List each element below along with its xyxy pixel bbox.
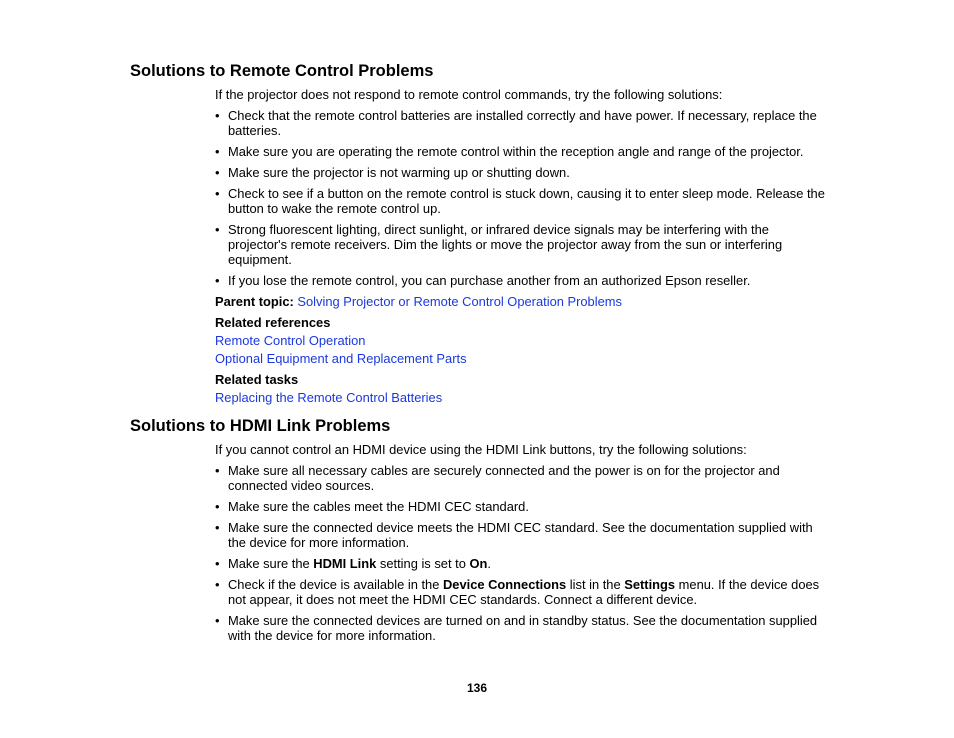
text-run: Make sure the [228,556,314,571]
remote-section-body [215,87,825,411]
section-title-remote-control: Solutions to Remote Control Problems [130,62,434,80]
setting-name-hdmi-link: HDMI Link [313,556,377,571]
list-item: • Make sure the cables meet the HDMI CEC standard. [215,499,825,514]
list-item: • Make sure the projector is not warming up or shutting down. [215,165,825,180]
page-number: 136 [466,681,488,695]
hdmi-bullet-list [215,463,825,643]
link-optional-equipment[interactable]: Optional Equipment and Replacement Parts [215,351,467,366]
list-item: • Make sure you are operating the remote control within the reception angle and range of the projector. [215,144,825,159]
related-references-list [215,333,825,366]
list-item: • Make sure the connected devices are turned on and in standby status. See the documentation supplied with the device for more information. [215,613,825,643]
list-item: • If you lose the remote control, you can purchase another from an authorized Epson reseller. [215,273,825,288]
text-run: list in the [566,577,625,592]
parent-topic-link[interactable]: Solving Projector or Remote Control Operation Problems [297,294,622,309]
list-item: • Make sure the connected device meets the HDMI CEC standard. See the documentation supplied with the device for more information. [215,520,825,550]
list-item: • Check to see if a button on the remote control is stuck down, causing it to enter sleep mode. Release the button to wake the remote control up. [215,186,825,216]
list-item: • Check that the remote control batteries are installed correctly and have power. If necessary, replace the batteries. [215,108,825,138]
text-run: setting is set to [376,556,470,571]
list-item [215,556,825,571]
list-item: • Make sure all necessary cables are securely connected and the power is on for the projector and connected video sources. [215,463,825,493]
setting-value-on: On [469,556,488,571]
text-run: menu. If the device does not appear, it does not meet the HDMI CEC standards. Connect a different device. [228,577,820,607]
remote-intro: If the projector does not respond to remote control commands, try the following solutions: [215,87,723,102]
remote-bullet-list [215,108,825,288]
related-tasks-heading: Related tasks [215,372,299,387]
parent-topic [215,294,825,309]
related-tasks-list [215,390,825,405]
hdmi-intro: If you cannot control an HDMI device using the HDMI Link buttons, try the following solutions: [215,442,747,457]
menu-name-settings: Settings [624,577,676,592]
list-item [215,577,825,607]
list-item: • Strong fluorescent lighting, direct sunlight, or infrared device signals may be interfering with the projector's remote receivers. Dim the lights or move the projector away from the sun or interfering equipment. [215,222,825,267]
menu-name-device-connections: Device Connections [442,577,567,592]
parent-topic-label: Parent topic: [215,294,294,309]
section-title-hdmi-link: Solutions to HDMI Link Problems [130,417,391,435]
hdmi-section-body [215,442,825,649]
text-run: . [487,556,491,571]
text-run: Check if the device is available in the [228,577,443,592]
link-replacing-batteries[interactable]: Replacing the Remote Control Batteries [215,390,443,405]
link-remote-control-operation[interactable]: Remote Control Operation [215,333,366,348]
related-references-heading: Related references [215,315,331,330]
